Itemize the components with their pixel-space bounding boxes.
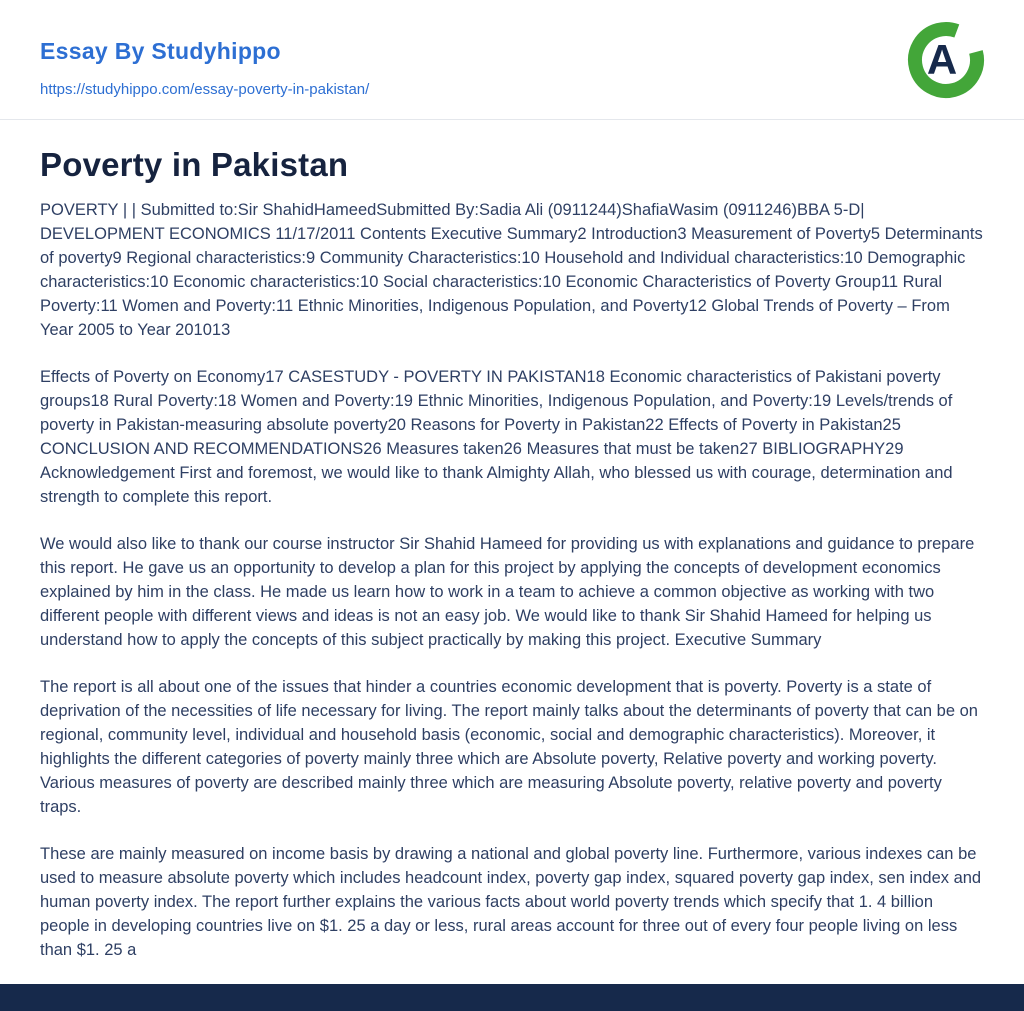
- page-header: [0, 0, 1024, 120]
- article-paragraph: Effects of Poverty on Economy17 CASESTUDY - POVERTY IN PAKISTAN18 Economic characteristics of Pakistani poverty groups18 Rural Poverty:18 Women and Poverty:19 Ethnic Minorities, Indigenous Population, and Poverty:19 Levels/trends of poverty in Pakistan-measuring absolute poverty20 Reasons for Poverty in Pakistan22 Effects of Poverty in Pakistan25 CONCLUSION AND RECOMMENDATIONS26 Measures taken26 Measures that must be taken27 BIBLIOGRAPHY29 Acknowledgement First and foremost, we would like to thank Almighty Allah, who blessed us with courage, determination and strength to complete this report.: [40, 368, 953, 506]
- studyhippo-logo[interactable]: [906, 20, 986, 100]
- article-paragraph: These are mainly measured on income basis by drawing a national and global poverty line. Furthermore, various indexes can be used to measure absolute poverty which includes headcount index, poverty gap index, squared poverty gap index, sen index and human poverty index. The report further explains the various facts about world poverty trends which specify that 1. 4 billion people in developing countries live on $1. 25 a day or less, rural areas account for three out of every four people living on less than $1. 25 a: [40, 845, 982, 959]
- logo-letter: A: [926, 36, 958, 83]
- studyhippo-logo-icon: [906, 20, 986, 100]
- article-paragraph: POVERTY | | Submitted to:Sir ShahidHameedSubmitted By:Sadia Ali (0911244)ShafiaWasim (0911246)BBA 5-D| DEVELOPMENT ECONOMICS 11/17/2011 Contents Executive Summary2 Introduction3 Measurement of Poverty5 Determinants of poverty9 Regional characteristics:9 Community Characteristics:10 Household and Individual characteristics:10 Demographic characteristics:10 Economic characteristics:10 Social characteristics:10 Economic Characteristics of Poverty Group11 Rural Poverty:11 Women and Poverty:11 Ethnic Minorities, Indigenous Population, and Poverty12 Global Trends of Poverty – From Year 2005 to Year 201013: [40, 201, 983, 339]
- header-divider: [0, 119, 1024, 120]
- article-title: Poverty in Pakistan: [40, 146, 349, 183]
- article-body: [0, 120, 1024, 962]
- site-title: Essay By Studyhippo: [40, 38, 281, 64]
- article-paragraph: The report is all about one of the issues that hinder a countries economic development that is poverty. Poverty is a state of deprivation of the necessities of life necessary for living. The report mainly talks about the determinants of poverty that can be on regional, community level, individual and household basis (economic, social and demographic characteristics). Moreover, it highlights the different categories of poverty mainly three which are Absolute poverty, Relative poverty and working poverty. Various measures of poverty are described mainly three which are measuring Absolute poverty, relative poverty and poverty traps.: [40, 678, 978, 816]
- article-paragraph: We would also like to thank our course instructor Sir Shahid Hameed for providing us with explanations and guidance to prepare this report. He gave us an opportunity to develop a plan for this project by applying the concepts of development economics explained by him in the class. He made us learn how to work in a team to achieve a common objective as working with two different people with different views and ideas is not an easy job. We would like to thank Sir Shahid Hameed for helping us understand how to apply the concepts of this subject practically by making this project. Executive Summary: [40, 535, 975, 649]
- footer-bar: [0, 984, 1024, 1011]
- source-url-link[interactable]: https://studyhippo.com/essay-poverty-in-pakistan/: [40, 81, 370, 98]
